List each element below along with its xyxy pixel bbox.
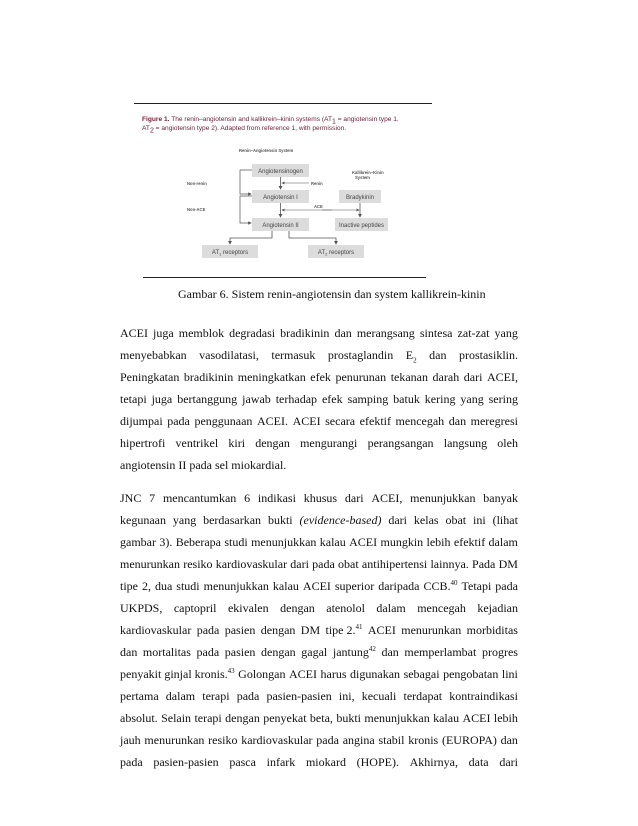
non-renin-label: Non-renin — [187, 181, 207, 186]
ras-diagram — [142, 115, 442, 275]
text-line — [120, 553, 518, 575]
word: Tetapi — [461, 579, 492, 593]
word: Akhirnya, — [409, 755, 458, 769]
word: ACEI, — [486, 370, 518, 384]
word: ACEI — [367, 623, 396, 637]
word: pasien-pasien — [266, 689, 332, 703]
renin-label: Renin — [311, 181, 323, 186]
word: ini — [473, 513, 486, 527]
word: dari — [499, 755, 518, 769]
tipe-ref — [326, 619, 363, 641]
word: ekivalen — [227, 601, 269, 615]
word: ACEI — [120, 326, 148, 340]
word: darah — [432, 370, 460, 384]
word: dan — [120, 645, 138, 659]
at2-receptors-label: $AT_2$ receptors — [317, 250, 355, 257]
word: dari — [290, 557, 309, 571]
citation-41: 41 — [355, 623, 363, 631]
ace-label: ACE — [314, 204, 323, 209]
word: jawab — [242, 392, 271, 406]
word: pasien — [224, 645, 256, 659]
word: lebih — [426, 535, 451, 549]
word: dengan — [225, 711, 260, 725]
word: dalam — [165, 689, 196, 703]
word: menurunkan — [144, 733, 205, 747]
text-line — [120, 454, 518, 476]
word: infark — [266, 755, 296, 769]
word-part: (evidence-based) — [299, 513, 382, 527]
word: prostaglandin — [327, 348, 394, 362]
word-part: CCB. — [423, 579, 451, 593]
word: terhadap — [275, 392, 318, 406]
word: menurunkan — [401, 623, 462, 637]
word: dari — [388, 513, 408, 527]
word: (lihat — [492, 513, 518, 527]
system-title: Renin–Angiotensin System — [239, 148, 294, 153]
word: termasuk — [271, 348, 316, 362]
word: tipe — [120, 579, 138, 593]
word: ACEI — [349, 535, 378, 549]
word-part: E — [405, 348, 414, 362]
word: penggunaan — [194, 414, 253, 428]
text-line — [120, 597, 518, 619]
word: dalam — [488, 535, 518, 549]
word: gagal — [301, 645, 328, 659]
word: kardiovaskular — [120, 623, 192, 637]
word: gambar — [120, 535, 156, 549]
word: pada — [167, 414, 190, 428]
word: digunakan — [350, 667, 401, 681]
word: dan — [334, 326, 352, 340]
word: pada — [196, 645, 220, 659]
word: (EUROPA) — [441, 733, 497, 747]
kallikrein-title: Kallikrein–Kinin — [352, 170, 384, 175]
word: pertama — [120, 689, 159, 703]
word: studi — [224, 535, 248, 549]
word: kronis — [408, 733, 439, 747]
inactive-peptides-label: Inactive peptides — [338, 223, 385, 229]
word: efek — [310, 370, 331, 384]
word: bukti — [267, 513, 293, 527]
word: resiko — [208, 733, 238, 747]
figure-caption-text-2: = angiotensin type 1. — [335, 116, 399, 123]
paragraph-1 — [120, 322, 518, 476]
word: sebagai — [403, 667, 440, 681]
figure-1 — [142, 115, 442, 275]
ccb-ref — [424, 575, 458, 597]
caption-sub-2: 2 — [149, 127, 154, 135]
word: terapi — [194, 711, 222, 725]
angiotensin-2-label: Angiotensin II — [262, 223, 299, 229]
citation-40: 40 — [450, 579, 458, 587]
word: terdapat — [403, 689, 443, 703]
word: obat — [338, 557, 359, 571]
line-text: angiotensin II pada sel miokardial. — [120, 458, 287, 472]
word: JNC — [120, 491, 142, 505]
word: mortalitas — [142, 645, 191, 659]
word: bertanggung — [177, 392, 238, 406]
word: sering — [488, 392, 518, 406]
figure-caption-id: Gambar 6. Sistem renin-angiotensin dan system kallikrein-kinin — [178, 287, 486, 301]
word-part: jantung — [332, 645, 369, 659]
word: penyekat — [263, 711, 307, 725]
word: morbiditas — [466, 623, 518, 637]
word: pada — [236, 689, 260, 703]
word: kalau — [433, 711, 460, 725]
word: kardiovaskular — [215, 557, 288, 571]
text-line — [120, 366, 518, 388]
kallikrein-title-2: System — [355, 175, 370, 180]
word: meregresi — [470, 414, 518, 428]
word: menunjukkan — [251, 535, 317, 549]
word: kelas — [413, 513, 439, 527]
bradykinin-label: Bradykinin — [345, 195, 375, 201]
word: lainnya. — [430, 557, 469, 571]
word: (HOPE). — [356, 755, 399, 769]
word: dengan — [255, 436, 290, 450]
word: samping — [347, 392, 389, 406]
word: antihipertensi — [361, 557, 428, 571]
word: kalau — [319, 535, 346, 549]
word: memperlambat — [404, 645, 477, 659]
word: progres — [481, 645, 518, 659]
word: kontraindikasi — [449, 689, 518, 703]
word: atenolol — [326, 601, 365, 615]
text-line — [120, 509, 518, 531]
text-line — [120, 575, 518, 597]
word: data — [468, 755, 489, 769]
word: pada — [495, 579, 518, 593]
citation-42: 42 — [368, 645, 376, 653]
word: oleh — [497, 436, 518, 450]
word: mencegah — [417, 601, 466, 615]
word: pasien — [224, 623, 256, 637]
text-line — [120, 729, 518, 751]
word: meningkatkan — [237, 370, 306, 384]
text-line — [120, 432, 518, 454]
word: dan — [381, 645, 399, 659]
text-line — [120, 388, 518, 410]
ginjal-ref — [120, 663, 235, 685]
non-ace-label: Non-ACE — [187, 207, 206, 212]
word: mungkin — [380, 535, 424, 549]
word: dijumpai — [120, 414, 163, 428]
e2-term — [406, 344, 417, 366]
jantung-ref — [333, 641, 376, 663]
word: captopril — [173, 601, 217, 615]
word: perangsangan — [367, 436, 434, 450]
word: Selain — [161, 711, 192, 725]
word: banyak — [483, 491, 518, 505]
word: 6 — [244, 491, 251, 505]
word: absolut. — [120, 711, 158, 725]
text-line — [120, 619, 518, 641]
word: merangsang — [356, 326, 415, 340]
figure-caption-label: Figure 1. — [142, 116, 170, 123]
word: kering — [424, 392, 456, 406]
figure-top-rule — [134, 103, 432, 104]
word: daripada — [378, 579, 420, 593]
word: ACEI — [289, 667, 318, 681]
word: dan — [429, 348, 447, 362]
subscript: 2 — [413, 356, 417, 365]
word: yang — [494, 326, 518, 340]
word: lebih — [493, 711, 518, 725]
word: studi — [176, 579, 200, 593]
word: yang — [460, 392, 484, 406]
word: penurunan — [335, 370, 387, 384]
word: pada — [196, 623, 220, 637]
word: pengobatan — [443, 667, 499, 681]
word: obat — [445, 513, 467, 527]
figure-bottom-rule — [143, 277, 426, 278]
text-line — [120, 531, 518, 553]
word: Pada — [472, 557, 496, 571]
text-line — [120, 487, 518, 509]
word: sintesa — [419, 326, 453, 340]
word: Golongan — [238, 667, 286, 681]
word: pasca — [229, 755, 256, 769]
word: dua — [154, 579, 173, 593]
word: memblok — [178, 326, 225, 340]
word: hipertrofi — [120, 436, 166, 450]
word: bradikinin — [183, 370, 234, 384]
caption-sub-1: 1 — [331, 118, 336, 126]
word: tetapi — [120, 392, 147, 406]
arrow-at2 — [289, 231, 336, 244]
word: harus — [320, 667, 347, 681]
word: mencegah — [395, 414, 445, 428]
word: lini — [501, 667, 518, 681]
word: zat-zat — [457, 326, 490, 340]
word: dan — [448, 414, 467, 428]
word: prostasiklin. — [458, 348, 518, 362]
word: juga — [151, 392, 173, 406]
word: dengan — [261, 645, 296, 659]
text-line — [120, 685, 518, 707]
word: menunjukkan — [364, 711, 430, 725]
word: efektif — [359, 414, 391, 428]
word: DM — [498, 557, 518, 571]
word: berdasarkan — [203, 513, 262, 527]
word: kegunaan — [120, 513, 166, 527]
arrow-at1 — [230, 231, 272, 244]
word: efek — [321, 392, 343, 406]
word: Beberapa — [175, 535, 222, 549]
text-line — [120, 663, 518, 685]
word-part: tipe 2. — [325, 623, 356, 637]
word: yang — [172, 513, 197, 527]
paragraph-2 — [120, 487, 518, 773]
word: tekanan — [390, 370, 428, 384]
word: pada — [316, 733, 339, 747]
word: pada — [312, 557, 335, 571]
word: indikasi — [257, 491, 296, 505]
word-part: penyakit ginjal kronis. — [120, 667, 228, 681]
word: kardiovaskular — [241, 733, 313, 747]
word: menunjukkan — [410, 491, 476, 505]
text-line — [120, 344, 518, 366]
word: ACEI. — [257, 414, 288, 428]
word: bradikinin — [280, 326, 330, 340]
figure-caption-text: The renin–angiotensin and kallikrein–kinin systems (AT — [171, 116, 332, 123]
word: UKPDS, — [120, 601, 163, 615]
figure-caption-line2: = angiotensin type 2). Adapted from reference 1, with permission. — [153, 125, 347, 132]
word: ACEI — [302, 579, 331, 593]
at1-receptors-label: $AT_1$ receptors — [211, 250, 249, 257]
word: vasodilatasi, — [199, 348, 259, 362]
non-renin-path — [240, 170, 252, 194]
word: degradasi — [229, 326, 276, 340]
word: mengurangi — [300, 436, 358, 450]
word: superior — [334, 579, 375, 593]
word: mencantumkan — [162, 491, 237, 505]
word: 7 — [149, 491, 156, 505]
word: dalam — [376, 601, 406, 615]
angiotensin-1-label: Angiotensin I — [263, 195, 298, 201]
word: menyebabkan — [120, 348, 187, 362]
word: angina — [342, 733, 375, 747]
word: 3). — [159, 535, 173, 549]
text-line — [120, 641, 518, 663]
word: efektif — [453, 535, 486, 549]
word: Peningkatan — [120, 370, 180, 384]
word: bukti — [336, 711, 361, 725]
text-line — [120, 707, 518, 729]
word: pada — [120, 755, 143, 769]
word: kecuali — [361, 689, 397, 703]
word: dengan — [260, 623, 296, 637]
word: beta, — [309, 711, 333, 725]
word: dengan — [280, 601, 315, 615]
word: resiko — [183, 557, 213, 571]
word: pasien-pasien — [153, 755, 219, 769]
word: 2, — [141, 579, 151, 593]
word: ACEI — [292, 414, 321, 428]
word: langsung — [443, 436, 488, 450]
angiotensinogen-label: Angiotensinogen — [258, 169, 303, 175]
word: DM — [300, 623, 321, 637]
word: ACEI — [462, 711, 491, 725]
word: kalau — [272, 579, 299, 593]
word: dari — [463, 370, 483, 384]
text-line — [120, 410, 518, 432]
word: menurunkan — [120, 557, 180, 571]
word: kejadian — [477, 601, 518, 615]
word: dan — [500, 733, 518, 747]
word: ACEI, — [371, 491, 403, 505]
word: miokard — [305, 755, 346, 769]
citation-43: 43 — [227, 667, 235, 675]
figure-caption-line2-pre: AT — [142, 125, 150, 132]
word: menunjukkan — [203, 579, 269, 593]
word: jauh — [120, 733, 141, 747]
text-line — [120, 751, 518, 773]
word: dari — [344, 491, 364, 505]
word: khusus — [303, 491, 338, 505]
word: kiri — [228, 436, 246, 450]
word: stabil — [378, 733, 405, 747]
word: terapi — [202, 689, 230, 703]
word: ventrikel — [175, 436, 219, 450]
word: juga — [153, 326, 174, 340]
word: secara — [325, 414, 356, 428]
text-line — [120, 322, 518, 344]
non-ace-path — [240, 196, 252, 223]
word: ini, — [338, 689, 355, 703]
word: batuk — [393, 392, 420, 406]
evidence-based — [300, 509, 382, 531]
